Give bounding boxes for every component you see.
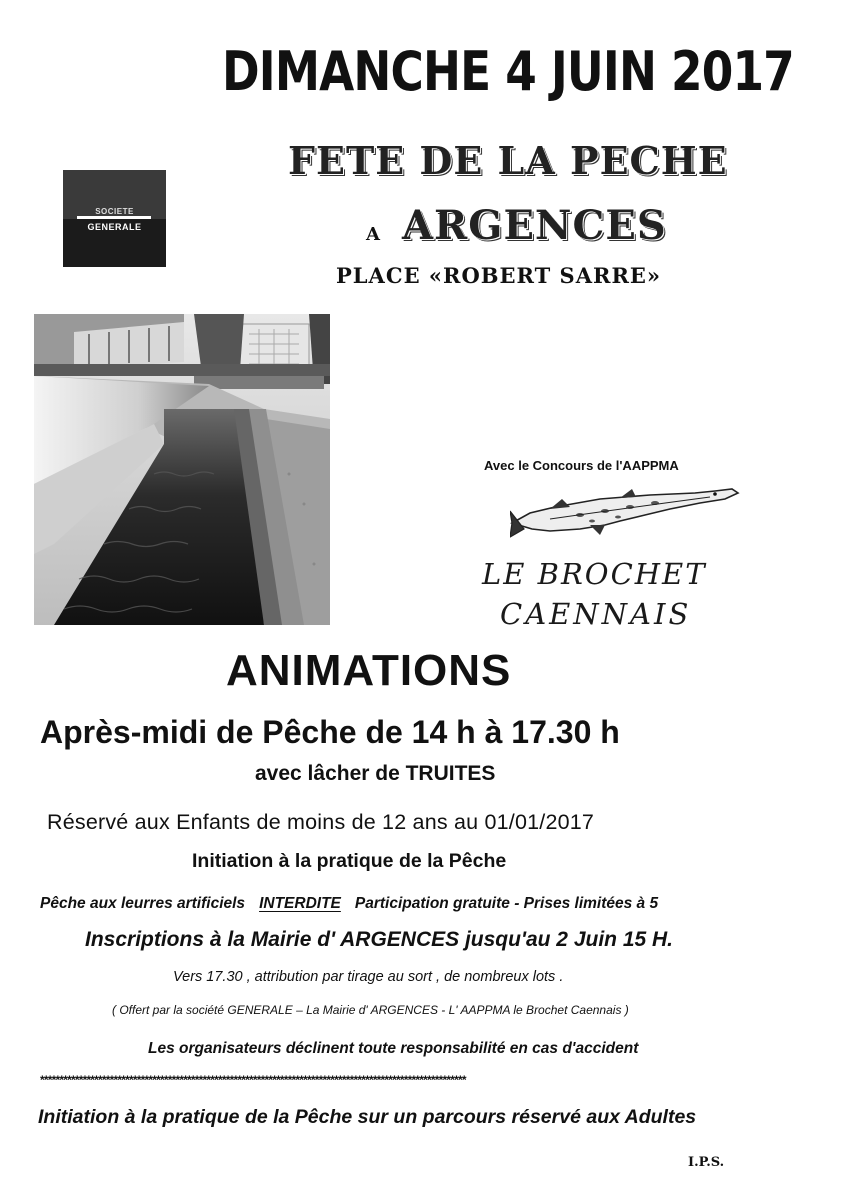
preposition-a: A — [366, 224, 380, 245]
rules-line — [40, 895, 658, 913]
eligibility-line: Réservé aux Enfants de moins de 12 ans au 01/01/2017 — [47, 810, 595, 834]
disclaimer-line: Les organisateurs déclinent toute responsabilité en cas d'accident — [148, 1040, 639, 1057]
rules-suffix: Participation gratuite - Prises limitées à 5 — [354, 895, 659, 912]
canal-photo — [34, 314, 330, 625]
event-place: PLACE «ROBERT SARRE» — [336, 263, 662, 288]
logo-line1: SOCIETE — [95, 207, 134, 216]
registration-line: Inscriptions à la Mairie d' ARGENCES jusqu'au 2 Juin 15 H. — [85, 928, 674, 951]
sponsors-line: ( Offert par la société GENERALE – La Mairie d' ARGENCES - L' AAPPMA le Brochet Caennais ) — [112, 1003, 629, 1017]
adults-line: Initiation à la pratique de la Pêche sur un parcours réservé aux Adultes — [38, 1106, 697, 1128]
pike-fish-icon — [510, 485, 740, 540]
event-date: DIMANCHE 4 JUIN 2017 — [222, 40, 794, 103]
separator-stars: ************************************************************************************************************** — [40, 1073, 466, 1087]
event-title: FETE DE LA PECHE — [288, 138, 728, 183]
animations-heading: ANIMATIONS — [226, 646, 512, 695]
partner-name-line2: CAENNAIS — [500, 597, 692, 631]
event-town: ARGENCES — [402, 202, 667, 249]
trout-release-line: avec lâcher de TRUITES — [255, 762, 496, 785]
schedule-line: Après-midi de Pêche de 14 h à 17.30 h — [40, 714, 620, 750]
rules-prefix: Pêche aux leurres artificiels — [40, 895, 246, 912]
signature: I.P.S. — [688, 1155, 725, 1170]
prize-draw-line: Vers 17.30 , attribution par tirage au sort , de nombreux lots . — [173, 969, 564, 985]
logo-line2: GENERALE — [87, 222, 142, 232]
concours-text: Avec le Concours de l'AAPPMA — [484, 458, 679, 473]
societe-generale-logo — [63, 170, 166, 267]
partner-name-line1: LE BROCHET — [482, 557, 707, 591]
rules-interdite: INTERDITE — [259, 895, 341, 912]
initiation-line: Initiation à la pratique de la Pêche — [192, 850, 507, 872]
